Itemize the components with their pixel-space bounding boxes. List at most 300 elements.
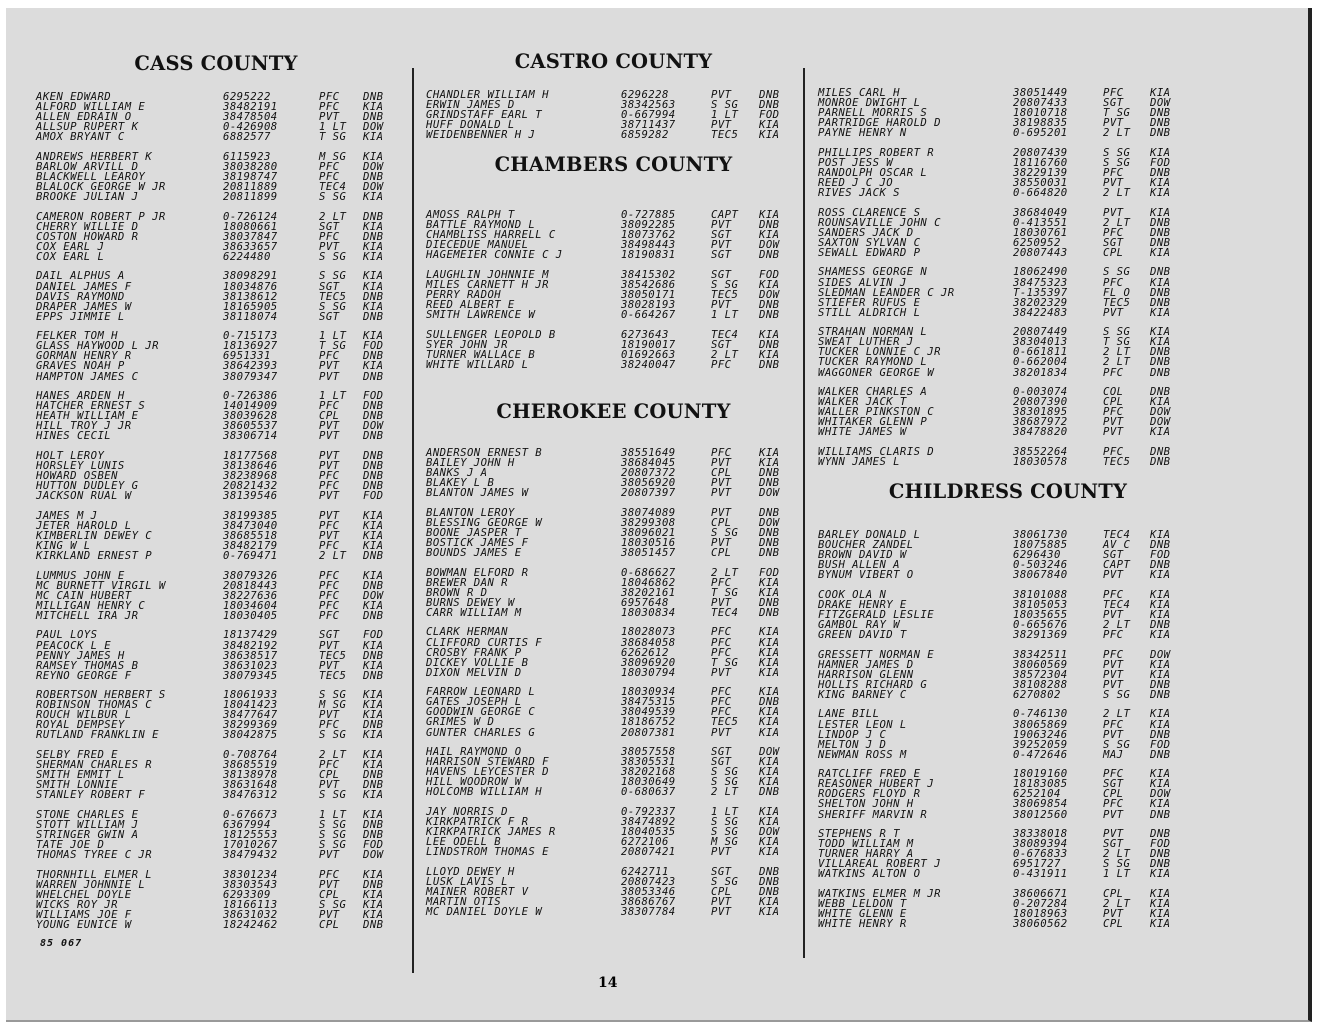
rank: PVT (711, 457, 732, 470)
status-code: DNB (1150, 226, 1171, 239)
soldier-name: ERWIN JAMES D (426, 99, 515, 112)
rank: CPL (1103, 887, 1124, 900)
soldier-name: WHITE WILLARD L (426, 358, 529, 371)
serial-number: 01692663 (621, 348, 676, 361)
status-code: DOW (1150, 406, 1171, 419)
serial-number: 38038280 (223, 160, 278, 173)
soldier-name: ANDREWS HERBERT K (36, 150, 153, 163)
serial-number: 18019160 (1013, 768, 1068, 781)
serial-number: 6262612 (621, 646, 669, 659)
rank: 2 LT (711, 566, 739, 579)
soldier-name: BLACKWELL LEAROY (36, 170, 146, 183)
roster-group (818, 148, 1198, 198)
status-code: DNB (1150, 366, 1171, 379)
roster-list (36, 92, 396, 940)
status-code: KIA (363, 131, 384, 144)
serial-number: 38079326 (223, 569, 278, 582)
serial-number: 18040535 (621, 826, 676, 839)
status-code: DOW (1150, 788, 1171, 801)
rank: 1 LT (319, 808, 347, 821)
soldier-name: DIXON MELVIN D (426, 666, 522, 679)
serial-number: 38687972 (1013, 416, 1068, 429)
roster-entry (818, 690, 1198, 700)
rank: S SG (319, 729, 347, 742)
serial-number: 18080661 (223, 220, 278, 233)
serial-number: 18166113 (223, 898, 278, 911)
soldier-name: ROYAL DEMPSEY (36, 719, 125, 732)
soldier-name: WHELCHEL DOYLE (36, 888, 132, 901)
serial-number: 38060569 (1013, 658, 1068, 671)
rank: S SG (711, 526, 739, 539)
soldier-name: MAINER ROBERT V (426, 885, 529, 898)
status-code: KIA (759, 816, 780, 829)
roster-entry (36, 491, 396, 501)
serial-number: 18183085 (1013, 778, 1068, 791)
roster-group (818, 889, 1198, 929)
rank: CPL (1103, 918, 1124, 931)
status-code: DNB (363, 818, 384, 831)
status-code: KIA (1150, 588, 1171, 601)
soldier-name: KIRKPATRICK F R (426, 816, 529, 829)
roster-entry (426, 668, 801, 678)
serial-number: 20821432 (223, 480, 278, 493)
rank: PVT (711, 298, 732, 311)
rank: CPL (319, 410, 340, 423)
roster-entry (36, 312, 396, 322)
status-code: DNB (363, 878, 384, 891)
rank: SGT (319, 310, 340, 323)
soldier-name: STANLEY ROBERT F (36, 789, 146, 802)
soldier-name: RAMSEY THOMAS B (36, 659, 139, 672)
rank: CPL (711, 885, 732, 898)
status-code: DOW (759, 826, 780, 839)
soldier-name: GRINDSTAFF EARL T (426, 109, 543, 122)
status-code: KIA (1150, 326, 1171, 339)
rank: TEC5 (319, 669, 347, 682)
roster-entry (426, 847, 801, 857)
rank: S SG (319, 898, 347, 911)
rank: PFC (319, 569, 340, 582)
serial-number: 38227636 (223, 589, 278, 602)
soldier-name: HOLLIS RICHARD G (818, 678, 928, 691)
status-code: FOD (759, 109, 780, 122)
rank: SGT (711, 338, 732, 351)
rank: PVT (711, 219, 732, 232)
status-code: DNB (363, 111, 384, 124)
rank: PFC (319, 170, 340, 183)
soldier-name: LAUGHLIN JOHNNIE M (426, 268, 549, 281)
rank: PVT (319, 509, 340, 522)
roster-entry (818, 128, 1198, 138)
soldier-name: KIMBERLIN DEWEY C (36, 529, 153, 542)
serial-number: 0-676673 (223, 808, 278, 821)
soldier-name: BOWMAN ELFORD R (426, 566, 529, 579)
status-code: KIA (1150, 718, 1171, 731)
serial-number: 38051457 (621, 547, 676, 560)
serial-number: 0-662004 (1013, 356, 1068, 369)
serial-number: 38089394 (1013, 838, 1068, 851)
rank: 1 LT (711, 805, 739, 818)
rank: 1 LT (711, 309, 739, 322)
serial-number: 38053346 (621, 885, 676, 898)
rank: T SG (711, 586, 739, 599)
rank: 2 LT (711, 348, 739, 361)
status-code: DNB (1150, 728, 1171, 741)
serial-number: 38342511 (1013, 648, 1068, 661)
rank: S SG (1103, 688, 1131, 701)
soldier-name: WARREN JOHNNIE L (36, 878, 146, 891)
serial-number: 38202161 (621, 586, 676, 599)
rank: M SG (319, 699, 347, 712)
serial-number: 18041423 (223, 699, 278, 712)
rank: PVT (319, 240, 340, 253)
serial-number: 6296430 (1013, 549, 1061, 562)
roster-entry (36, 630, 396, 640)
status-code: KIA (363, 270, 384, 283)
serial-number: 6367994 (223, 818, 271, 831)
rank: PVT (711, 119, 732, 132)
status-code: KIA (363, 709, 384, 722)
serial-number: 38065869 (1013, 718, 1068, 731)
status-code: DNB (363, 779, 384, 792)
serial-number: 18073762 (621, 229, 676, 242)
serial-number: 38051449 (1013, 87, 1068, 99)
roster-entry (818, 799, 1198, 809)
soldier-name: WYNN JAMES L (818, 456, 900, 469)
column-2 (426, 8, 801, 1020)
soldier-name: BLAKEY L B (426, 477, 495, 490)
soldier-name: HAVENS LEYCESTER D (426, 766, 549, 779)
rank: S SG (319, 818, 347, 831)
soldier-name: KING W L (36, 539, 91, 552)
rank: T SG (1103, 107, 1131, 120)
status-code: KIA (363, 749, 384, 762)
status-code: KIA (1150, 176, 1171, 189)
status-code: DOW (363, 849, 384, 862)
status-code: DNB (1150, 678, 1171, 691)
rank: PVT (1103, 117, 1124, 130)
serial-number: 38291369 (1013, 629, 1068, 642)
serial-number: 38299369 (223, 719, 278, 732)
rank: SGT (1103, 236, 1124, 249)
soldier-name: BROWN DAVID W (818, 549, 907, 562)
rank: TEC4 (319, 180, 347, 193)
serial-number: 18125553 (223, 829, 278, 842)
status-code: KIA (363, 509, 384, 522)
status-code: DNB (759, 477, 780, 490)
status-code: KIA (1150, 668, 1171, 681)
rank: SGT (1103, 97, 1124, 110)
serial-number: 38105053 (1013, 598, 1068, 611)
soldier-name: CHERRY WILLIE D (36, 220, 139, 233)
serial-number: 18018963 (1013, 908, 1068, 921)
roster-group (426, 90, 801, 140)
rank: PFC (319, 350, 340, 363)
status-code: DOW (363, 160, 384, 173)
serial-number: 38642393 (223, 360, 278, 373)
soldier-name: BYNUM VIBERT O (818, 569, 914, 582)
status-code: KIA (759, 846, 780, 859)
soldier-name: REED ALBERT E (426, 298, 515, 311)
status-code: KIA (1150, 276, 1171, 289)
roster-group (818, 590, 1198, 640)
status-code: DNB (363, 91, 384, 103)
serial-number: 6951727 (1013, 858, 1061, 871)
roster-group (36, 511, 396, 561)
soldier-name: CARR WILLIAM M (426, 606, 522, 619)
rank: S SG (319, 270, 347, 283)
soldier-name: VILLAREAL ROBERT J (818, 858, 941, 871)
rank: PVT (1103, 728, 1124, 741)
rank: CPL (711, 547, 732, 560)
roster-entry (426, 130, 801, 140)
rank: TEC5 (319, 290, 347, 303)
soldier-name: BOSTICK JAMES F (426, 536, 529, 549)
rank: 2 LT (319, 549, 347, 562)
soldier-name: HINES CECIL (36, 430, 112, 443)
rank: PFC (319, 579, 340, 592)
rank: FL O (1103, 286, 1131, 299)
roster-group (426, 568, 801, 618)
serial-number: 14014909 (223, 400, 278, 413)
soldier-name: SHAMESS GEORGE N (818, 266, 928, 279)
soldier-name: HATCHER ERNEST S (36, 400, 146, 413)
soldier-name: HORSLEY LUNIS (36, 460, 125, 473)
serial-number: 38686767 (621, 895, 676, 908)
status-code: DNB (759, 786, 780, 799)
soldier-name: GREEN DAVID T (818, 629, 907, 642)
soldier-name: AMOX BRYANT C (36, 131, 125, 144)
status-code: FOD (759, 566, 780, 579)
serial-number: 20807423 (621, 875, 676, 888)
rank: PFC (319, 160, 340, 173)
soldier-name: STRINGER GWIN A (36, 829, 139, 842)
serial-number: 38606671 (1013, 887, 1068, 900)
soldier-name: WICKS ROY JR (36, 898, 118, 911)
status-code: KIA (759, 129, 780, 142)
soldier-name: MILES CARNETT H JR (426, 278, 549, 291)
roster-group (818, 709, 1198, 759)
soldier-name: BROOKE JULIAN J (36, 191, 139, 204)
status-code: DNB (363, 400, 384, 413)
serial-number: 18165905 (223, 300, 278, 313)
roster-list (818, 88, 1198, 477)
serial-number: 18035655 (1013, 608, 1068, 621)
soldier-name: HUFF DONALD L (426, 119, 515, 132)
soldier-name: SEWALL EDWARD P (818, 246, 921, 259)
rank: SGT (319, 220, 340, 233)
status-code: DNB (1150, 356, 1171, 369)
roster-entry (818, 188, 1198, 198)
status-code: KIA (1150, 306, 1171, 319)
serial-number: 38552264 (1013, 445, 1068, 458)
rank: PFC (1103, 406, 1124, 419)
rank: TEC5 (1103, 456, 1131, 469)
serial-number: 38478504 (223, 111, 278, 124)
status-code: KIA (363, 639, 384, 652)
roster-group (36, 870, 396, 930)
status-code: DNB (363, 170, 384, 183)
roster-entry (818, 869, 1198, 879)
serial-number: 39252059 (1013, 738, 1068, 751)
soldier-name: BATTLE RAYMOND L (426, 219, 536, 232)
roster-entry (818, 308, 1198, 318)
soldier-name: HANES ARDEN H (36, 390, 125, 403)
soldier-name: THORNHILL ELMER L (36, 868, 153, 881)
soldier-name: MITCHELL IRA JR (36, 609, 139, 622)
rank: PVT (1103, 426, 1124, 439)
status-code: DNB (759, 526, 780, 539)
serial-number: 38479432 (223, 849, 278, 862)
rank: SGT (1103, 838, 1124, 851)
roster-group (426, 687, 801, 737)
serial-number: 20807449 (1013, 326, 1068, 339)
soldier-name: SHELTON JOHN H (818, 798, 914, 811)
soldier-name: DRAPER JAMES W (36, 300, 132, 313)
rank: S SG (1103, 326, 1131, 339)
status-code: KIA (759, 776, 780, 789)
serial-number: 38711437 (621, 119, 676, 132)
serial-number: 18075885 (1013, 539, 1068, 552)
serial-number: 18190831 (621, 249, 676, 262)
soldier-name: ROBERTSON HERBERT S (36, 689, 166, 702)
status-code: KIA (759, 836, 780, 849)
status-code: DNB (363, 769, 384, 782)
soldier-name: SYER JOHN JR (426, 338, 508, 351)
status-code: KIA (363, 150, 384, 163)
roster-entry (36, 252, 396, 262)
status-code: DNB (363, 609, 384, 622)
serial-number: 18061933 (223, 689, 278, 702)
soldier-name: CLARK HERMAN (426, 626, 508, 639)
rank: PFC (1103, 226, 1124, 239)
serial-number: 38474892 (621, 816, 676, 829)
roster-group (818, 530, 1198, 580)
serial-number: 20807433 (1013, 97, 1068, 110)
status-code: DNB (363, 460, 384, 473)
rank: PFC (1103, 718, 1124, 731)
status-code: DOW (363, 420, 384, 433)
soldier-name: CLIFFORD CURTIS F (426, 636, 543, 649)
soldier-name: BLALOCK GEORGE W JR (36, 180, 166, 193)
serial-number: 38638517 (223, 649, 278, 662)
serial-number: 20807372 (621, 467, 676, 480)
soldier-name: CHAMBLISS HARRELL C (426, 229, 556, 242)
rank: S SG (319, 191, 347, 204)
serial-number: 38079347 (223, 370, 278, 383)
status-code: DNB (1150, 216, 1171, 229)
status-code: DNB (1150, 386, 1171, 399)
rank: TEC5 (711, 716, 739, 729)
roster-entry (426, 360, 801, 370)
rank: PVT (711, 89, 732, 101)
soldier-name: CHANDLER WILLIAM H (426, 89, 549, 101)
serial-number: 18030516 (621, 536, 676, 549)
status-code: DNB (363, 449, 384, 462)
serial-number: 0-769471 (223, 549, 278, 562)
roster-group (426, 448, 801, 498)
status-code: KIA (759, 626, 780, 639)
serial-number: 38685518 (223, 529, 278, 542)
status-code: DOW (759, 239, 780, 252)
soldier-name: TODD WILLIAM M (818, 838, 914, 851)
status-code: KIA (759, 278, 780, 291)
status-code: DNB (759, 358, 780, 371)
soldier-name: WALKER CHARLES A (818, 386, 928, 399)
serial-number: 0-503246 (1013, 559, 1068, 572)
soldier-name: GRAVES NOAH P (36, 360, 125, 373)
serial-number: 38306714 (223, 430, 278, 443)
rank: TEC4 (711, 606, 739, 619)
soldier-name: SWEAT LUTHER J (818, 336, 914, 349)
status-code: KIA (1150, 778, 1171, 791)
serial-number: 20807390 (1013, 396, 1068, 409)
roster-list (426, 210, 801, 379)
rank: S SG (1103, 266, 1131, 279)
rank: PVT (319, 659, 340, 672)
serial-number: 18034604 (223, 599, 278, 612)
roster-group (818, 829, 1198, 879)
soldier-name: WATKINS ALTON O (818, 868, 921, 881)
serial-number: 38605537 (223, 420, 278, 433)
serial-number: 18190017 (621, 338, 676, 351)
serial-number: 18030649 (621, 776, 676, 789)
soldier-name: BANKS J A (426, 467, 488, 480)
rank: PFC (319, 101, 340, 114)
soldier-name: RUTLAND FRANKLIN E (36, 729, 159, 742)
soldier-name: CAMERON ROBERT P JR (36, 210, 166, 223)
roster-entry (426, 608, 801, 618)
soldier-name: SMITH LAWRENCE W (426, 309, 536, 322)
roster-entry (818, 248, 1198, 258)
soldier-name: STOTT WILLIAM J (36, 818, 139, 831)
rank: PVT (1103, 678, 1124, 691)
status-code: FOD (363, 390, 384, 403)
rank: S SG (319, 689, 347, 702)
status-code: DNB (363, 430, 384, 443)
serial-number: 0-665676 (1013, 618, 1068, 631)
soldier-name: COOK OLA N (818, 588, 887, 601)
status-code: DNB (363, 410, 384, 423)
serial-number: 0-695201 (1013, 127, 1068, 140)
status-code: KIA (1150, 868, 1171, 881)
roster-entry (36, 850, 396, 860)
soldier-name: TATE JOE D (36, 839, 105, 852)
serial-number: 18242462 (223, 919, 278, 931)
serial-number: 6250952 (1013, 236, 1061, 249)
serial-number: 6273643 (621, 328, 669, 341)
status-code: DOW (759, 516, 780, 529)
rank: PVT (319, 449, 340, 462)
serial-number: 38061730 (1013, 529, 1068, 541)
status-code: DOW (363, 589, 384, 602)
status-code: KIA (1150, 529, 1171, 541)
soldier-name: BLESSING GEORGE W (426, 516, 543, 529)
serial-number: 0-680637 (621, 786, 676, 799)
rank: SGT (319, 629, 340, 642)
soldier-name: PAUL LOYS (36, 629, 98, 642)
soldier-name: THOMAS TYREE C JR (36, 849, 153, 862)
roster-group (818, 650, 1198, 700)
status-code: KIA (759, 716, 780, 729)
rank: PVT (319, 490, 340, 503)
serial-number: 38473040 (223, 519, 278, 532)
roster-group (36, 92, 396, 142)
serial-number: 38684045 (621, 457, 676, 470)
serial-number: 20807439 (1013, 146, 1068, 159)
rank: PVT (1103, 828, 1124, 841)
rank: S SG (319, 829, 347, 842)
